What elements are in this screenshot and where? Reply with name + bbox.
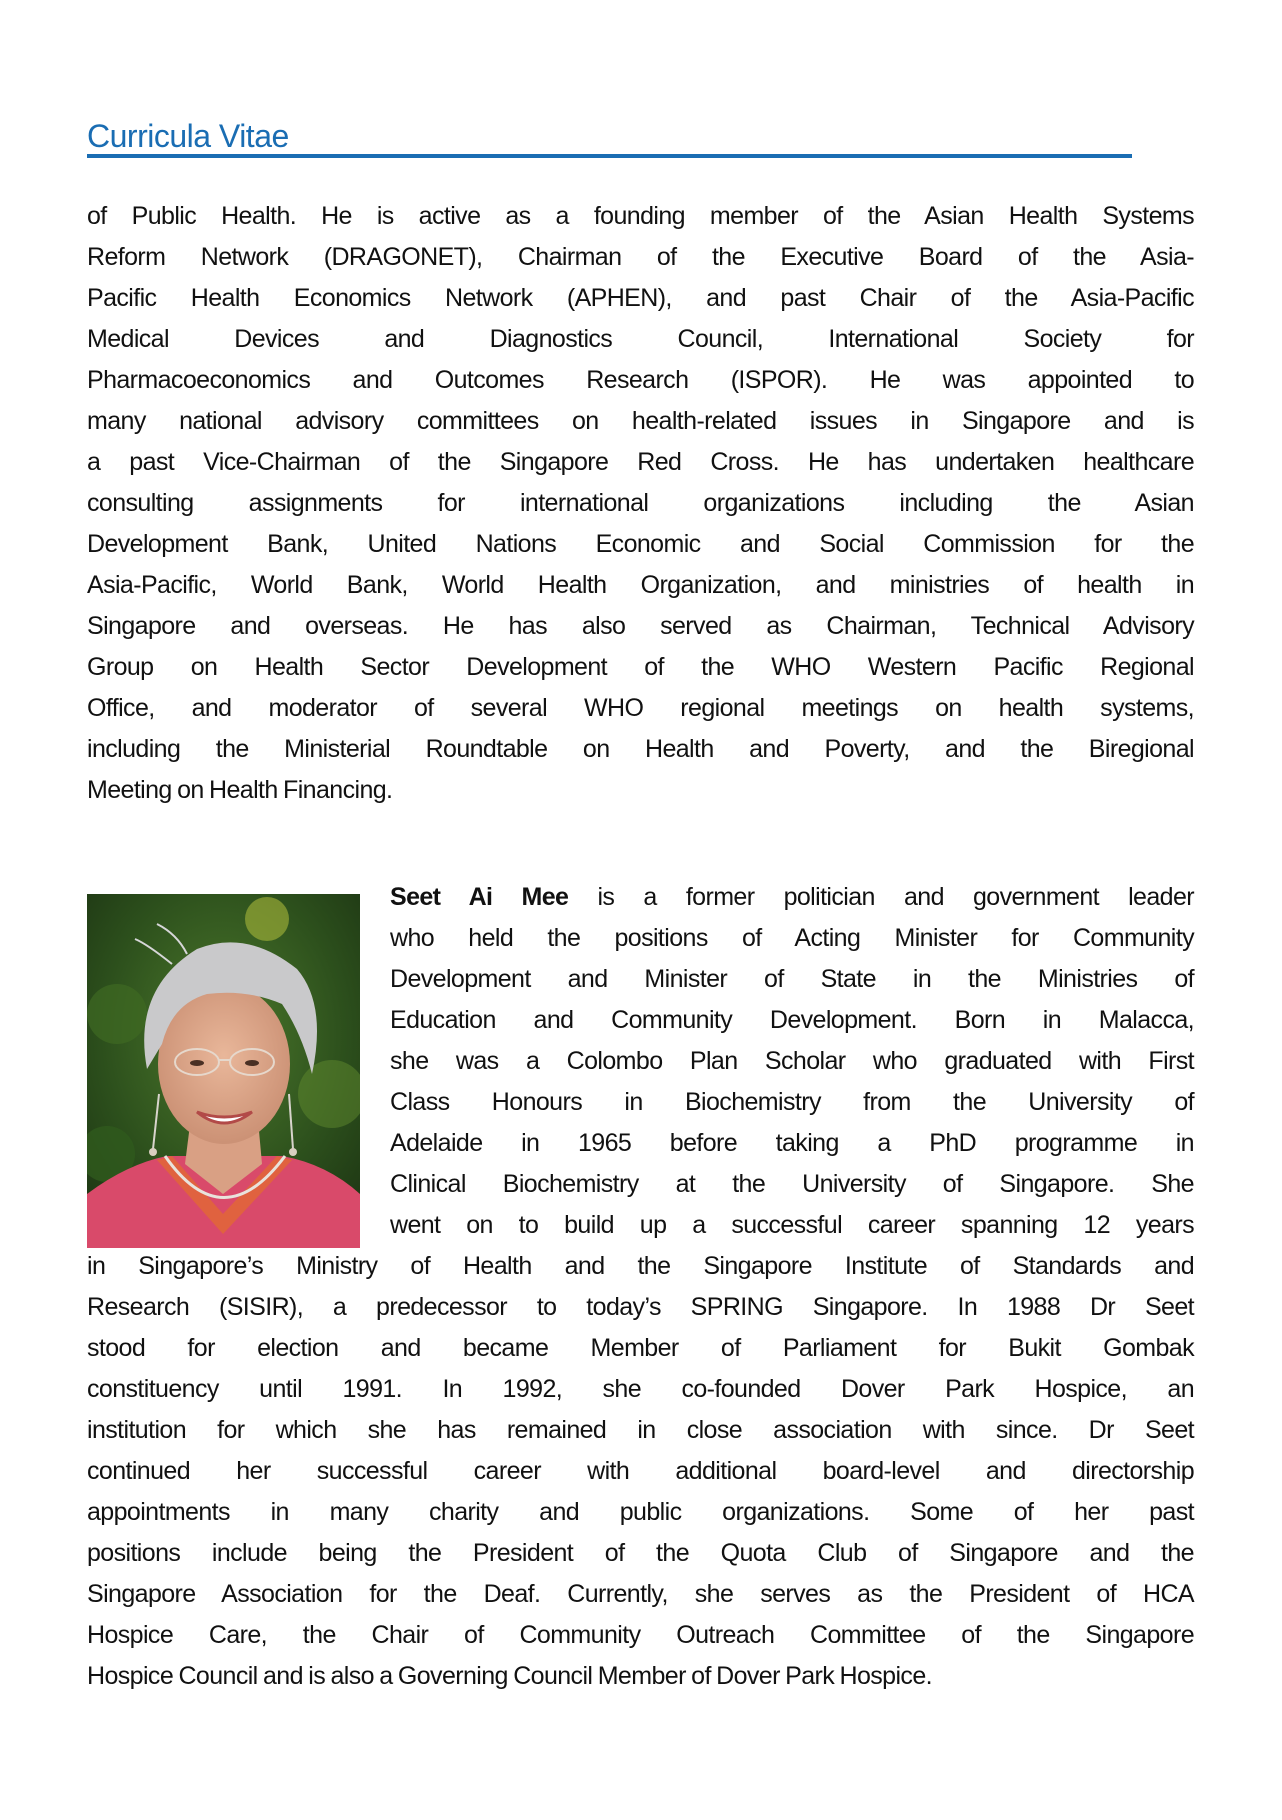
text-line: Pacific Health Economics Network (APHEN), and past Chair of the Asia-Pacific <box>87 284 1194 312</box>
page-title: Curricula Vitae <box>87 118 289 154</box>
text-line: consulting assignments for international organizations including the Asian <box>87 489 1194 517</box>
text-line <box>390 877 1194 918</box>
text-line: went on to build up a successful career spanning 12 years <box>390 1211 1194 1239</box>
text-line: appointments in many charity and public organizations. Some of her past <box>87 1498 1194 1526</box>
text-line: stood for election and became Member of Parliament for Bukit Gombak <box>87 1334 1194 1362</box>
text-line: Asia-Pacific, World Bank, World Health Organization, and ministries of health in <box>87 571 1194 599</box>
text-line: Clinical Biochemistry at the University of Singapore. She <box>390 1170 1194 1198</box>
text-line: including the Ministerial Roundtable on Health and Poverty, and the Biregional <box>87 735 1194 763</box>
bio-paragraph-previous <box>87 196 1194 811</box>
text-line: constituency until 1991. In 1992, she co-founded Dover Park Hospice, an <box>87 1375 1194 1403</box>
text-line: Meeting on Health Financing. <box>87 776 393 804</box>
text-line: Singapore and overseas. He has also served as Chairman, Technical Advisory <box>87 612 1194 640</box>
text-line: many national advisory committees on health-related issues in Singapore and is <box>87 407 1194 435</box>
text-line: Class Honours in Biochemistry from the University of <box>390 1088 1194 1116</box>
text-line: institution for which she has remained in close association with since. Dr Seet <box>87 1416 1194 1444</box>
text-line: of Public Health. He is active as a founding member of the Asian Health Systems <box>87 202 1194 230</box>
text-line: who held the positions of Acting Minister for Community <box>390 924 1194 952</box>
text-line: continued her successful career with additional board-level and directorship <box>87 1457 1194 1485</box>
text-line: Reform Network (DRAGONET), Chairman of the Executive Board of the Asia- <box>87 243 1194 271</box>
person-name: Seet Ai Mee <box>390 883 569 911</box>
text-line: Pharmacoeconomics and Outcomes Research (ISPOR). He was appointed to <box>87 366 1194 394</box>
text-line: Group on Health Sector Development of the WHO Western Pacific Regional <box>87 653 1194 681</box>
text-line: Medical Devices and Diagnostics Council, International Society for <box>87 325 1194 353</box>
text-line: Hospice Care, the Chair of Community Outreach Committee of the Singapore <box>87 1621 1194 1649</box>
text-line: Hospice Council and is also a Governing Council Member of Dover Park Hospice. <box>87 1662 932 1690</box>
text-line: Singapore Association for the Deaf. Currently, she serves as the President of HCA <box>87 1580 1194 1608</box>
text-line: a past Vice-Chairman of the Singapore Red Cross. He has undertaken healthcare <box>87 448 1194 476</box>
text-line: in Singapore’s Ministry of Health and the Singapore Institute of Standards and <box>87 1252 1194 1280</box>
text-line: Office, and moderator of several WHO regional meetings on health systems, <box>87 694 1194 722</box>
bio-seet-ai-mee <box>390 877 1194 1246</box>
text-line: Education and Community Development. Born in Malacca, <box>390 1006 1194 1034</box>
portrait-photo <box>87 894 360 1248</box>
title-underline <box>87 154 1132 158</box>
text-line-rest: is a former politician and government leader <box>568 883 1195 911</box>
text-line: positions include being the President of the Quota Club of Singapore and the <box>87 1539 1194 1567</box>
text-line: Adelaide in 1965 before taking a PhD programme in <box>390 1129 1194 1157</box>
text-line: she was a Colombo Plan Scholar who graduated with First <box>390 1047 1194 1075</box>
text-line: Development Bank, United Nations Economic and Social Commission for the <box>87 530 1194 558</box>
text-line: Development and Minister of State in the Ministries of <box>390 965 1194 993</box>
text-line: Research (SISIR), a predecessor to today’s SPRING Singapore. In 1988 Dr Seet <box>87 1293 1194 1321</box>
bio-seet-ai-mee-continued <box>87 1246 1194 1697</box>
